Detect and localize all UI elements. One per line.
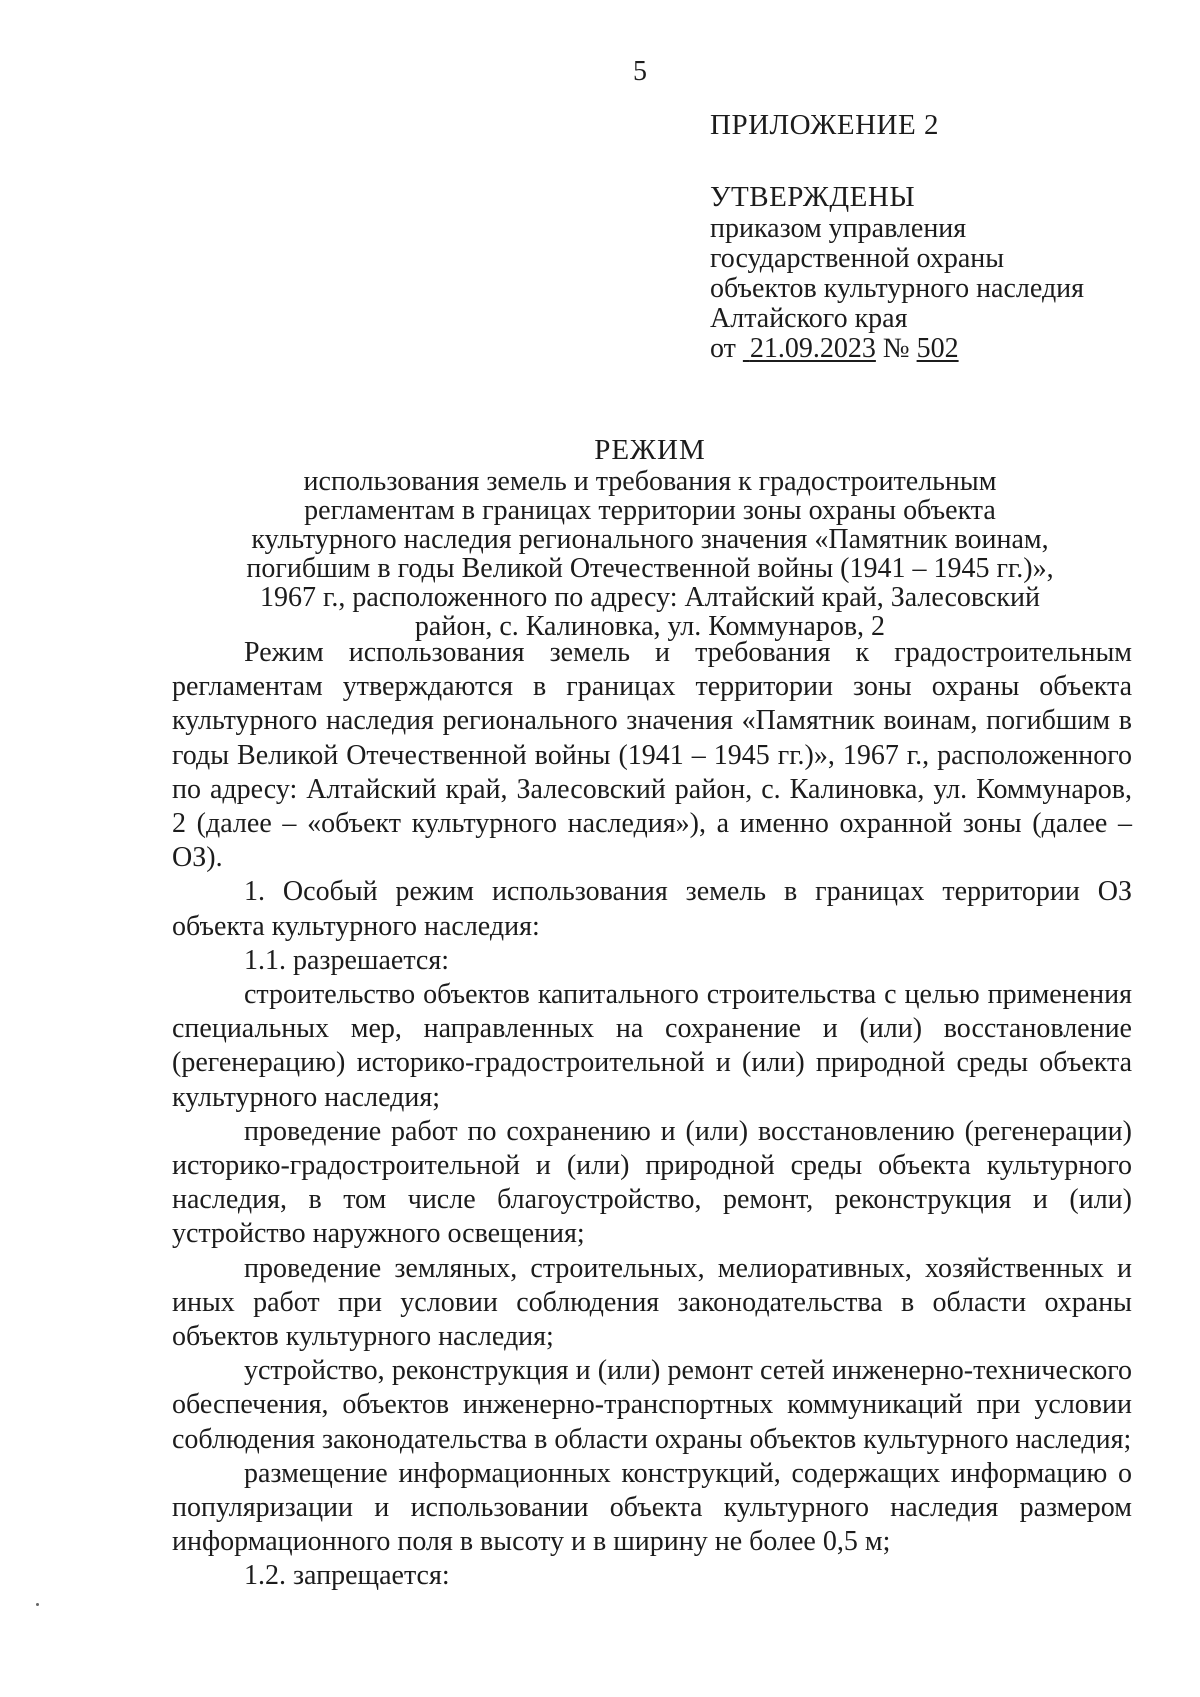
number-sign: № [882,333,910,364]
scan-speck [36,1603,39,1606]
allowed-item-information-structures: размещение информационных конструкций, содержащих информацию о популяризации и использовании объекта культурного наследия размером информационного поля в высоту и в ширину не более 0,5 м; [172,1457,1132,1558]
subsection-1-1-heading: 1.1. разрешается: [244,944,449,976]
date-prefix: от [710,333,736,364]
allowed-item-engineering-networks: устройство, реконструкция и (или) ремонт сетей инженерно-технического обеспечения, объектов инженерно-транспортных коммуникаций при условии соблюдения законодательства в области охраны объектов культурного наследия; [172,1355,1132,1455]
approval-block [710,110,1084,364]
appendix-label: ПРИЛОЖЕНИЕ 2 [710,109,939,141]
document-body [172,636,1132,1594]
approval-line-2: государственной охраны [710,243,1005,274]
approval-line-4: Алтайского края [710,303,908,334]
section-1-heading: 1. Особый режим использования земель в границах территории ОЗ объекта культурного наследия: [172,876,1132,942]
title-line: регламентам в границах территории зоны охраны объекта [304,495,996,526]
approval-line-3: объектов культурного наследия [710,273,1085,304]
document-title: РЕЖИМ [594,434,706,466]
approval-date-value: 21.09.2023 [749,333,876,364]
allowed-item-earthworks: проведение земляных, строительных, мелиоративных, хозяйственных и иных работ при условии соблюдения законодательства в области охраны объектов культурного наследия; [172,1252,1132,1353]
title-line: район, с. Калиновка, ул. Коммунаров, 2 [414,611,886,642]
title-line: 1967 г., расположенного по адресу: Алтайский край, Залесовский [260,582,1040,613]
document-title-block [160,436,1140,641]
allowed-item-construction: строительство объектов капитального строительства с целью применения специальных мер, направленных на сохранение и (или) восстановление (регенерацию) историко-градостроительной и (или) природной среды объекта культурного наследия; [172,979,1132,1113]
approval-date-line [710,334,1084,364]
title-line: погибшим в годы Великой Отечественной войны (1941 – 1945 гг.)», [246,553,1054,584]
approved-label: УТВЕРЖДЕНЫ [710,181,916,213]
subsection-1-2-heading: 1.2. запрещается: [244,1560,450,1592]
page-number: 5 [633,56,647,87]
approval-line-1: приказом управления [710,213,967,244]
intro-paragraph: Режим использования земель и требования к градостроительным регламентам утверждаются в границах территории зоны охраны объекта культурного наследия регионального значения «Памятник воинам, погибшим в годы Великой Отечественной войны (1941 – 1945 гг.)», 1967 г., расположенного по адресу: Алтайский край, Залесовский район, с. Калиновка, ул. Коммунаров, 2 (далее – «объект культурного наследия»), а именно охранной зоны (далее – ОЗ). [172,637,1132,874]
approval-number: 502 [916,333,959,364]
approval-date [743,333,876,364]
allowed-item-restoration: проведение работ по сохранению и (или) восстановлению (регенерации) историко-градостроительной и (или) природной среды объекта культурного наследия, в том числе благоустройство, ремонт, реконструкция и (или) устройство наружного освещения; [172,1115,1132,1250]
title-line: культурного наследия регионального значения «Памятник воинам, [251,524,1049,555]
title-line: использования земель и требования к градостроительным [303,466,997,497]
